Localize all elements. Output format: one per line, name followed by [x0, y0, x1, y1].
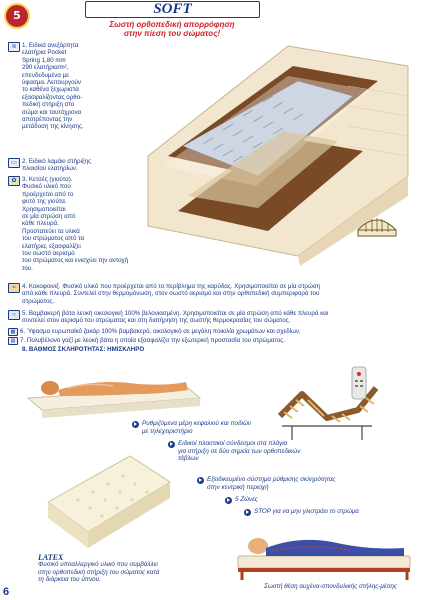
bed-feature-text: Εξειδικευμένο σύστημα ρύθμισης σκληρότητας στην κεντρική περιοχή: [207, 476, 336, 491]
bed-feature-text: Ρυθμιζόμενα μέρη κεφαλιού και ποδιών με τηλεχειριστήριο: [142, 420, 252, 435]
mattress-profile-icon: [354, 206, 400, 240]
feature-number: 5.: [22, 310, 28, 317]
feature-text: Ύφασμα ευρωπαϊκό ζακάρ 100% βαμβακερό, οικολογικό σε μεγάλη ποικιλία χρωμάτων και σχεδίων.: [26, 328, 301, 335]
feature-number: 6.: [20, 328, 26, 335]
bed-feature-text: Ειδικοί πλαστικοί σύνδεσμοι στα πλάγια για στήριξη σε δύο σημεία των ορθοπεδικών τάβλων: [178, 440, 301, 463]
page-number: 6: [3, 586, 10, 598]
arrow-bullet-icon: [168, 441, 175, 448]
subtitle-line-2: στην πίεση του σώματος!: [123, 29, 221, 38]
page-title: SOFT: [85, 1, 260, 18]
badge-number: 5: [13, 9, 21, 22]
bed-feature-4: [225, 496, 305, 504]
feature-item-1: [8, 42, 118, 131]
feature-number: 4.: [22, 283, 28, 290]
feature-text: Κετσές (γιούτα). Φυσικό υλικό που προέρχεται από το φυτό της γιούτα. Χρησιμοποιείται σε μία στρώση από κάθε πλευρά. Προστατεύει τα υλικά του στρώματος από τα ελατήρια, εξασφαλίζει τον σωστό αερισμό του στρώματος και ενισχύει την αντοχή του.: [22, 176, 129, 272]
latex-block-illustration: [38, 448, 178, 554]
arrow-bullet-icon: [132, 421, 139, 428]
bed-feature-2: [168, 440, 338, 463]
latex-description: Φυσικό υποαλλεργικό υλικό που συμβάλλει στην ορθοπεδική στήριξη του σώματος κατά τη διάρκεια του ύπνου.: [38, 561, 160, 584]
feature-item-5: [8, 310, 418, 325]
spine-alignment-illustration: [232, 520, 417, 582]
feature-item-7: [8, 337, 418, 345]
feature-text: Βαμβακερή βάτα λευκή οικολογική 100% βελονιασμένη. Χρησιμοποιείται σε μία στρώση από κάθε πλευρά και συντελεί στον αερισμό του στρώματος και στη διατήρηση της σωστής θερμοκρασίας του σώματος.: [22, 310, 329, 325]
feature-text: Κοκοφοινιξ. Φυσικό υλικό που προέρχεται από το περίβλημα της καρύδας. Χρησιμοποιείται σε μία στρώση από κάθε πλευρά. Συντελεί στην θερμομόνωση, στον σωστό αερισμό και στην ορθοπεδική συμπεριφορά του στρώματος.: [22, 283, 321, 305]
remote-control-icon: [350, 366, 368, 400]
feature-text: Ειδικά ανεξάρτητα ελατήρια Pocket Spring 1,80 mm 290 ελατήρια/m², επενδεδυμένα με ύφασμα. Λειτουργούν το καθένα ξεχωριστά εξασφαλίζοντας ορθο- πεδική στήριξη στο σώμα και ταυτόχρονα αποτρέποντας την μετάδοση της κίνησης.: [22, 42, 84, 131]
fabric-icon: ▦: [8, 328, 18, 336]
feature-item-4: [8, 283, 418, 305]
feature-text: Πολυβέλονο γαζί με λευκή βάτα η οποία εξασφαλίζει την εξωτερική προστασία του στρώματος.: [26, 337, 286, 344]
spine-caption: Σωστή θέση αυχένα-σπονδυλικής στήλης-μέσης: [264, 583, 397, 590]
leaf-icon: ✿: [8, 176, 20, 186]
spring-icon: ≋: [8, 42, 20, 52]
hardness-badge: [4, 3, 30, 29]
hardness-grade: ΒΑΘΜΟΣ ΣΚΛΗΡΟΤΗΤΑΣ: ΗΜΙΣΚΛΗΡΟ: [28, 346, 145, 353]
feature-number: 3.: [22, 176, 28, 183]
feature-item-2: [8, 158, 128, 173]
person-on-mattress-illustration: [18, 360, 208, 420]
latex-title: LATEX: [38, 553, 64, 562]
feature-item-8: [8, 346, 418, 353]
wool-icon: ○: [8, 310, 20, 320]
feature-item-6: [8, 328, 418, 336]
bed-feature-1: [132, 420, 262, 435]
wadding-icon: ▤: [8, 337, 18, 345]
arrow-bullet-icon: [244, 509, 251, 516]
bed-feature-5: [244, 508, 394, 516]
feature-number: 2.: [22, 158, 28, 165]
arrow-bullet-icon: [225, 497, 232, 504]
arrow-bullet-icon: [197, 477, 204, 484]
fiber-icon: ≈: [8, 283, 20, 293]
feature-item-3: [8, 176, 133, 272]
feature-number: 7.: [20, 337, 26, 344]
subtitle-line-1: Σωστή ορθοπεδική απορρόφηση: [109, 20, 235, 29]
bed-feature-text: 5 Ζώνες: [235, 496, 258, 503]
frame-icon: ▭: [8, 158, 20, 168]
feature-text: Ειδικό λαμάκι στήριξης πλαισίου ελατηρίων.: [22, 158, 92, 173]
feature-number: 1.: [22, 42, 28, 49]
bed-feature-text: STOP για να μην γλιστράει το στρώμα: [254, 508, 359, 515]
feature-number: 8.: [22, 346, 28, 353]
bed-feature-3: [197, 476, 357, 491]
